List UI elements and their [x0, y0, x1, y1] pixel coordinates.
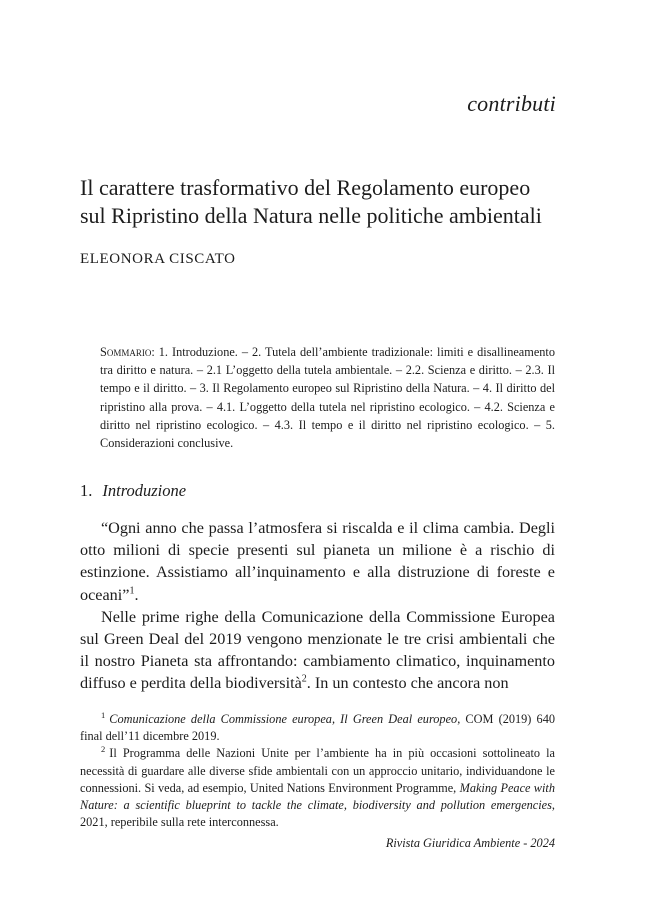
- section-title: Introduzione: [102, 481, 187, 500]
- body-paragraph-2: [80, 606, 555, 695]
- footnote-1-text: , COM (2019) 640 final dell’11 dicembre 2019.: [80, 712, 555, 744]
- section-number: 1.: [80, 481, 93, 500]
- footnote-ref-2[interactable]: 2: [301, 674, 307, 686]
- footnote-1-title: Comunicazione della Commissione europea, Il Green Deal europeo: [109, 712, 458, 726]
- footnote-2: [80, 745, 555, 831]
- footnotes: [80, 711, 555, 831]
- summary-block: [100, 343, 555, 452]
- journal-footer: Rivista Giuridica Ambiente - 2024: [385, 836, 555, 850]
- footnote-1-number: 1: [101, 709, 106, 720]
- footnote-1: [80, 711, 555, 745]
- section-tag: contributi: [467, 91, 556, 116]
- section-heading: [80, 481, 186, 501]
- summary-label: Sommario:: [100, 345, 155, 359]
- footnote-2-number: 2: [101, 744, 106, 755]
- footnote-2-text-end: , 2021, reperibile sulla rete interconnessa.: [80, 798, 555, 830]
- footnote-2-text: Il Programma delle Nazioni Unite per l’ambiente ha in più occasioni sottolineato la necessità di guardare alle diverse sfide ambientali con un approccio unitario, individuandone le connessioni. Si veda, ad esempio, United Nations Environment Programme,: [80, 746, 555, 795]
- article-title: [80, 174, 580, 230]
- paragraph-text-continued: . In un contesto che ancora non: [306, 674, 509, 693]
- article-title-line-2: sul Ripristino della Natura nelle politiche ambientali: [80, 203, 542, 228]
- summary-text: 1. Introduzione. – 2. Tutela dell’ambiente tradizionale: limiti e disallineamento tra diritto e natura. – 2.1 L’oggetto della tutela ambientale. – 2.2. Scienza e diritto. – 2.3. Il tempo e il diritto. – 3. Il Regolamento europeo sul Ripristino della Natura. – 4. Il diritto del ripristino alla prova. – 4.1. L’oggetto della tutela nel ripristino ecologico. – 4.2. Scienza e diritto nel ripristino ecologico. – 4.3. Il tempo e il diritto nel ripristino ecologico. – 5. Considerazioni conclusive.: [100, 345, 555, 451]
- quote-end: .: [134, 585, 139, 604]
- body-text: [80, 517, 555, 695]
- footnote-2-title: Making Peace with Nature: a scientific blueprint to tackle the climate, biodiversity and pollution emergencies: [80, 780, 555, 813]
- footnote-ref-1[interactable]: 1: [129, 585, 135, 597]
- author-name: ELEONORA CISCATO: [80, 251, 236, 267]
- paragraph-text: Nelle prime righe della Comunicazione della Commissione Europea sul Green Deal del 2019 vengono menzionate le tre crisi ambientali che il nostro Pianeta sta affrontando: cambiamento climatico, inquinamento diffuso e perdita della biodiversità: [80, 607, 555, 693]
- article-title-line-1: Il carattere trasformativo del Regolamento europeo: [80, 175, 531, 200]
- body-paragraph-1: [80, 517, 555, 606]
- quote-text: “Ogni anno che passa l’atmosfera si riscalda e il clima cambia. Degli otto milioni di specie presenti sul pianeta un milione è a rischio di estinzione. Assistiamo all’inquinamento e alla distruzione di foreste e oceani”: [80, 519, 555, 604]
